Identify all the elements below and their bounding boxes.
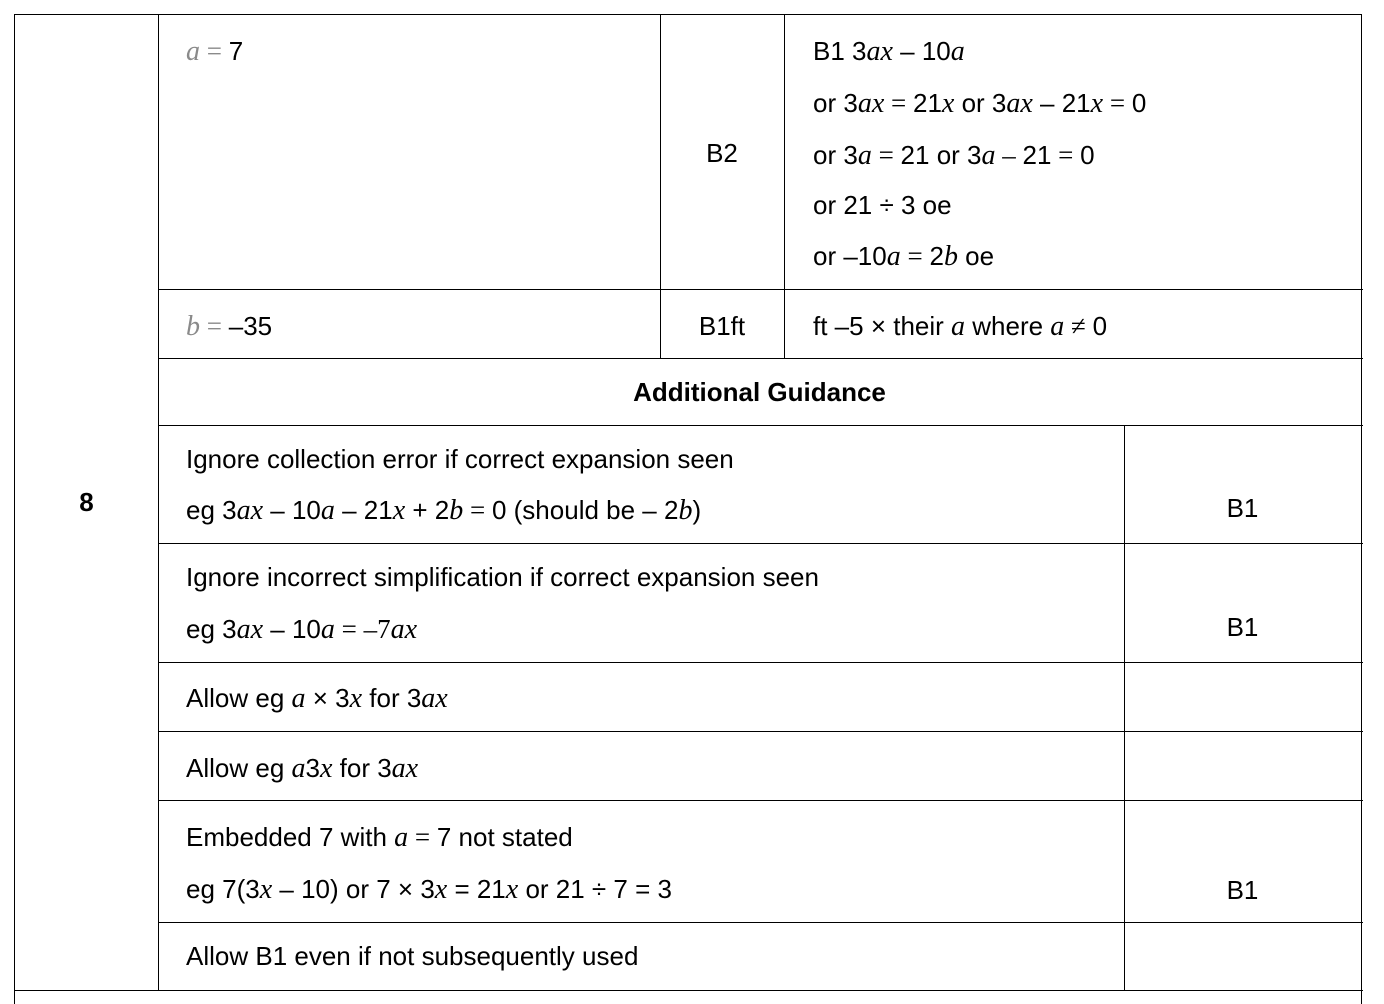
- divider: [158, 922, 1363, 923]
- divider: [158, 800, 1363, 801]
- guidance-1-mark: B1: [1226, 493, 1259, 523]
- question-number: 8: [79, 487, 94, 517]
- guidance-4: Allow eg a3x for 3ax: [186, 753, 419, 784]
- comment-b: ft –5 × their a where a ≠ 0: [813, 311, 1108, 342]
- comment-a-line2: or 3ax = 21x or 3ax – 21x = 0: [813, 88, 1147, 119]
- guidance-title: Additional Guidance: [633, 377, 886, 407]
- comment-a-line1: B1 3ax – 10a: [813, 36, 965, 67]
- guidance-6: Allow B1 even if not subsequently used: [186, 941, 639, 971]
- guidance-3: Allow eg a × 3x for 3ax: [186, 683, 448, 714]
- comment-a-line5: or –10a = 2b oe: [813, 241, 995, 272]
- question-column: [15, 15, 159, 991]
- guidance-1-line1: Ignore collection error if correct expansion seen: [186, 444, 734, 474]
- guidance-2-mark: B1: [1226, 612, 1259, 642]
- divider: [784, 15, 785, 358]
- divider: [660, 15, 661, 358]
- divider: [158, 543, 1363, 544]
- divider: [158, 425, 1363, 426]
- guidance-2-line2: eg 3ax – 10a = –7ax: [186, 614, 418, 645]
- guidance-2-line1: Ignore incorrect simplification if correct expansion seen: [186, 562, 819, 592]
- divider: [158, 358, 1363, 359]
- divider: [158, 662, 1363, 663]
- divider: [15, 990, 1363, 991]
- divider: [158, 289, 1363, 290]
- guidance-5-line2: eg 7(3x – 10) or 7 × 3x = 21x or 21 ÷ 7 = 3: [186, 874, 672, 905]
- answer-a: a = 7: [186, 36, 244, 67]
- divider: [158, 731, 1363, 732]
- answer-b: b = –35: [186, 311, 273, 342]
- guidance-5-line1: Embedded 7 with a = 7 not stated: [186, 822, 573, 853]
- mark-b: B1ft: [698, 311, 746, 341]
- comment-a-line3: or 3a = 21 or 3a – 21 = 0: [813, 140, 1095, 171]
- mark-a: B2: [706, 138, 738, 168]
- guidance-5-mark: B1: [1226, 875, 1259, 905]
- guidance-1-line2: eg 3ax – 10a – 21x + 2b = 0 (should be – 2b): [186, 495, 702, 526]
- comment-a-line4: or 21 ÷ 3 oe: [813, 190, 952, 220]
